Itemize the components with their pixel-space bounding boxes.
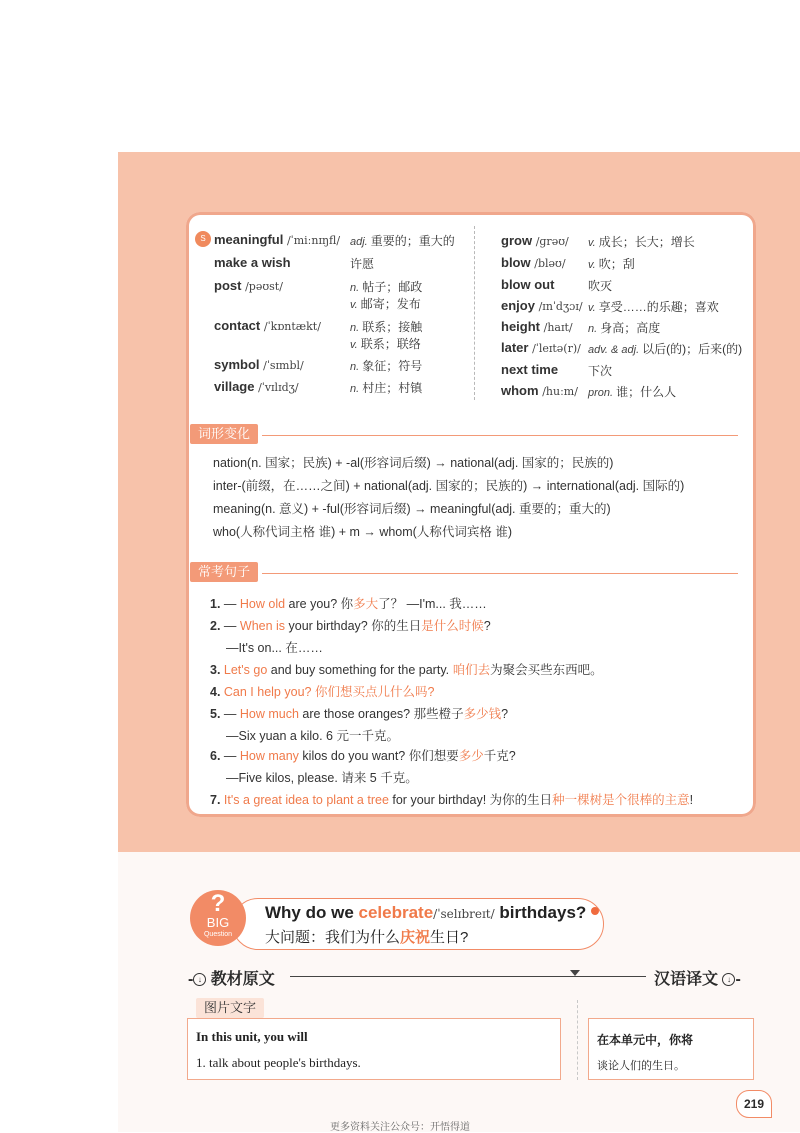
vocab-pos: v. bbox=[350, 339, 358, 351]
sentence-text: your birthday? 你的生日 bbox=[285, 619, 422, 633]
vocab-meaning: 象征；符号 bbox=[362, 359, 423, 373]
vocab-phonetic: /pəʊst/ bbox=[245, 280, 283, 293]
vocab-meaning: 身高；高度 bbox=[600, 321, 661, 335]
sentence-key-phrase: How many bbox=[239, 749, 299, 763]
vocab-phonetic: /ɡrəʊ/ bbox=[535, 235, 569, 248]
vocab-definition bbox=[588, 340, 742, 357]
sentence-number: 7. bbox=[210, 793, 224, 807]
vocab-phonetic: /ˈsɪmbl/ bbox=[263, 359, 304, 372]
sentence-line bbox=[210, 746, 516, 764]
sentence-number: 3. bbox=[210, 663, 224, 677]
vocab-meaning: 以后(的)；后来(的) bbox=[642, 342, 743, 356]
sentence-key-phrase: It's a great idea to plant a tree bbox=[223, 793, 389, 807]
vocab-word bbox=[501, 277, 554, 292]
vocab-word-text: blow bbox=[501, 255, 531, 270]
sentence-key-phrase: 种一棵树是个很棒的主意 bbox=[552, 793, 690, 807]
bq-cn-after: 生日? bbox=[430, 929, 469, 946]
vocab-meaning: 成长；长大；增长 bbox=[598, 235, 695, 249]
bq-dot-icon bbox=[591, 907, 599, 915]
vocab-definition bbox=[350, 357, 422, 374]
bq-en-phon: /ˈselɪbreɪt/ bbox=[433, 907, 495, 921]
sentence-text: and buy something for the party. bbox=[267, 663, 453, 677]
vocab-word bbox=[214, 278, 283, 293]
translation-heading: 在本单元中，你将 bbox=[597, 1033, 694, 1047]
sentence-line bbox=[210, 704, 508, 722]
sentence-number: 5. bbox=[210, 707, 224, 721]
sentence-text: —Six yuan a kilo. 6 元一千克。 bbox=[226, 729, 399, 743]
sentence-text: kilos do you want? 你们想要 bbox=[298, 749, 459, 763]
vocab-meaning: 帖子；邮政 bbox=[362, 280, 423, 294]
vocab-word bbox=[214, 318, 321, 333]
vocab-divider bbox=[474, 226, 475, 400]
vocab-definition bbox=[588, 319, 660, 336]
sentence-number: 1. bbox=[210, 597, 224, 611]
vocab-pos: n. bbox=[350, 282, 360, 294]
bq-en-before: Why do we bbox=[265, 903, 359, 922]
down-arrow-icon: ↓ bbox=[193, 973, 206, 986]
vocab-definition bbox=[588, 255, 635, 272]
word-form-line: meaning(n. 意义) + -ful(形容词后缀) → meaningful(adj. 重要的；重大的) bbox=[213, 502, 611, 516]
vocab-word-text: post bbox=[214, 278, 242, 293]
vocab-definition bbox=[588, 383, 676, 400]
word-forms-heading: 词形变化 bbox=[190, 424, 258, 444]
vocab-phonetic: /ˈkɒntækt/ bbox=[263, 320, 321, 333]
big-question-icon: ? BIG Question bbox=[190, 890, 246, 946]
sentence-number: 4. bbox=[210, 685, 224, 699]
sentence-key-phrase: 咱们去 bbox=[452, 663, 491, 677]
vocab-definition bbox=[350, 232, 455, 249]
vocab-meaning: 享受……的乐趣；喜欢 bbox=[598, 300, 719, 314]
vocab-definition bbox=[350, 318, 422, 335]
vocab-word bbox=[214, 357, 304, 372]
vocab-word bbox=[501, 340, 581, 355]
original-heading: In this unit, you will bbox=[196, 1029, 308, 1044]
sentence-line bbox=[210, 660, 603, 678]
vocab-meaning: 村庄；村镇 bbox=[362, 381, 423, 395]
sentence-key-phrase: How old bbox=[239, 597, 286, 611]
vocab-definition bbox=[350, 335, 421, 352]
sentence-text: are you? 你 bbox=[285, 597, 354, 611]
vocab-word bbox=[214, 379, 299, 394]
vocab-pos: v. bbox=[588, 302, 596, 314]
vocab-definition bbox=[350, 278, 422, 295]
vocab-pos: n. bbox=[350, 322, 360, 334]
sentence-text: — bbox=[223, 707, 240, 721]
vocab-word-text: later bbox=[501, 340, 529, 355]
sentence-text: — bbox=[223, 749, 240, 763]
word-form-line: nation(n. 国家；民族) + -al(形容词后缀) → national(adj. 国家的；民族的) bbox=[213, 456, 614, 470]
vocab-word-text: village bbox=[214, 379, 255, 394]
original-text-box bbox=[187, 1018, 561, 1080]
vocab-meaning: 许愿 bbox=[350, 257, 375, 271]
sentence-line bbox=[210, 790, 693, 808]
sentence-text: 了？ —I'm... 我…… bbox=[378, 597, 487, 611]
sentences-heading: 常考句子 bbox=[190, 562, 258, 582]
bq-en-after: birthdays? bbox=[494, 903, 587, 922]
original-line: 1. talk about people's birthdays. bbox=[196, 1055, 361, 1070]
picture-text-tag: 图片文字 bbox=[196, 998, 264, 1018]
vocab-phonetic: /ɪnˈdʒɔɪ/ bbox=[538, 300, 583, 313]
bq-cn-before: 大问题：我们为什么 bbox=[265, 929, 401, 946]
vocab-definition bbox=[588, 277, 612, 294]
sentence-line bbox=[210, 616, 491, 634]
translation-text-box bbox=[588, 1018, 754, 1080]
sentences-rule bbox=[262, 573, 738, 574]
vocab-word bbox=[501, 255, 566, 270]
bq-cn-key: 庆祝 bbox=[400, 929, 431, 946]
vocab-meaning: 吹灭 bbox=[588, 279, 613, 293]
word-form-line: inter-(前缀，在……之间) + national(adj. 国家的；民族的) → international(adj. 国际的) bbox=[213, 479, 685, 493]
vocab-word-text: make a wish bbox=[214, 255, 291, 270]
sentence-key-phrase: 多少钱 bbox=[463, 707, 502, 721]
vocab-definition bbox=[588, 233, 695, 250]
sentence-text: ! bbox=[689, 793, 694, 807]
sentence-key-phrase: How much bbox=[239, 707, 299, 721]
vocab-phonetic: /haɪt/ bbox=[543, 321, 573, 334]
footer-note: 更多资料关注公众号：开悟得道 bbox=[330, 1122, 470, 1133]
page-number: 219 bbox=[743, 1097, 765, 1111]
sentence-key-phrase: 多大 bbox=[353, 597, 379, 611]
vocab-word bbox=[501, 319, 573, 334]
translation-line: 谈论人们的生日。 bbox=[597, 1060, 685, 1072]
vocab-meaning: 联系；联络 bbox=[360, 337, 421, 351]
sentence-key-phrase: Can I help you? 你们想买点儿什么吗? bbox=[223, 685, 435, 699]
big-question-banner bbox=[232, 898, 604, 950]
column-divider bbox=[577, 1000, 578, 1080]
vocab-phonetic: /ˈleɪtə(r)/ bbox=[532, 342, 581, 355]
vocab-definition bbox=[350, 255, 374, 272]
vocab-meaning: 重要的；重大的 bbox=[370, 234, 455, 248]
vocab-word-text: symbol bbox=[214, 357, 260, 372]
sentence-line bbox=[210, 682, 434, 700]
vocab-word-text: grow bbox=[501, 233, 533, 248]
vocab-pos: n. bbox=[588, 323, 598, 335]
sentence-text: are those oranges? 那些橙子 bbox=[298, 707, 464, 721]
vocab-word bbox=[214, 232, 340, 247]
sentence-text: — bbox=[223, 619, 240, 633]
vocab-definition bbox=[588, 362, 612, 379]
vocab-word-text: enjoy bbox=[501, 298, 535, 313]
sentence-key-phrase: 是什么时候 bbox=[421, 619, 484, 633]
sentence-text: for your birthday! 为你的生日 bbox=[388, 793, 553, 807]
nav-translation[interactable]: 汉语译文 ↓ - bbox=[654, 971, 741, 988]
sentence-line bbox=[226, 726, 399, 744]
sentence-text: ? bbox=[483, 619, 491, 633]
sentence-text: —It's on... 在…… bbox=[226, 641, 323, 655]
vocab-pos: n. bbox=[350, 361, 360, 373]
vocab-word bbox=[501, 298, 583, 313]
vocab-pos: pron. bbox=[588, 387, 614, 399]
vocab-pos: v. bbox=[588, 259, 596, 271]
sentence-text: ? bbox=[501, 707, 509, 721]
vocab-word bbox=[501, 383, 578, 398]
vocab-phonetic: /huːm/ bbox=[542, 385, 578, 398]
vocab-meaning: 吹；刮 bbox=[598, 257, 635, 271]
bq-en-key: celebrate bbox=[358, 903, 434, 922]
sentence-number: 6. bbox=[210, 749, 224, 763]
word-forms-rule bbox=[262, 435, 738, 436]
sentence-line bbox=[226, 768, 418, 786]
nav-original[interactable]: - ↓ 教材原文 bbox=[188, 971, 275, 988]
page-number-tab bbox=[736, 1090, 772, 1118]
vocab-pos: v. bbox=[350, 299, 358, 311]
vocab-word-text: meaningful bbox=[214, 232, 284, 247]
sentence-line bbox=[210, 594, 487, 612]
word-form-line: who(人称代词主格 谁) + m → whom(人称代词宾格 谁) bbox=[213, 525, 512, 539]
sentence-number: 2. bbox=[210, 619, 224, 633]
nav-marker-icon bbox=[570, 970, 580, 976]
section-badge: S bbox=[195, 231, 211, 247]
sentence-text: —Five kilos, please. 请来 5 千克。 bbox=[226, 771, 418, 785]
vocab-word-text: whom bbox=[501, 383, 539, 398]
vocab-meaning: 下次 bbox=[588, 364, 613, 378]
sentence-key-phrase: Let's go bbox=[223, 663, 268, 677]
vocab-pos: n. bbox=[350, 383, 360, 395]
down-arrow-icon: ↓ bbox=[722, 973, 735, 986]
vocab-definition bbox=[350, 379, 422, 396]
vocab-meaning: 谁；什么人 bbox=[616, 385, 677, 399]
vocab-word bbox=[501, 362, 558, 377]
vocab-word-text: height bbox=[501, 319, 540, 334]
vocab-word-text: next time bbox=[501, 362, 559, 377]
vocab-word-text: contact bbox=[214, 318, 261, 333]
nav-divider bbox=[290, 976, 646, 977]
vocab-pos: adv. & adj. bbox=[588, 344, 640, 356]
sentence-line bbox=[226, 638, 323, 656]
vocab-pos: v. bbox=[588, 237, 596, 249]
sentence-text: — bbox=[223, 597, 240, 611]
vocab-meaning: 联系；接触 bbox=[362, 320, 423, 334]
vocab-pos: adj. bbox=[350, 236, 368, 248]
vocab-meaning: 邮寄；发布 bbox=[360, 297, 421, 311]
vocab-phonetic: /ˈvɪlɪdʒ/ bbox=[258, 381, 299, 394]
vocab-phonetic: /ˈmiːnɪŋfl/ bbox=[286, 234, 341, 247]
vocab-word bbox=[214, 255, 291, 270]
vocab-word-text: blow out bbox=[501, 277, 555, 292]
sentence-text: 千克? bbox=[483, 749, 516, 763]
sentence-key-phrase: When is bbox=[239, 619, 286, 633]
vocab-definition bbox=[588, 298, 719, 315]
sentence-text: 为聚会买些东西吧。 bbox=[490, 663, 603, 677]
vocab-phonetic: /bləʊ/ bbox=[534, 257, 566, 270]
vocab-definition bbox=[350, 295, 421, 312]
sentence-key-phrase: 多少 bbox=[458, 749, 484, 763]
vocab-word bbox=[501, 233, 569, 248]
